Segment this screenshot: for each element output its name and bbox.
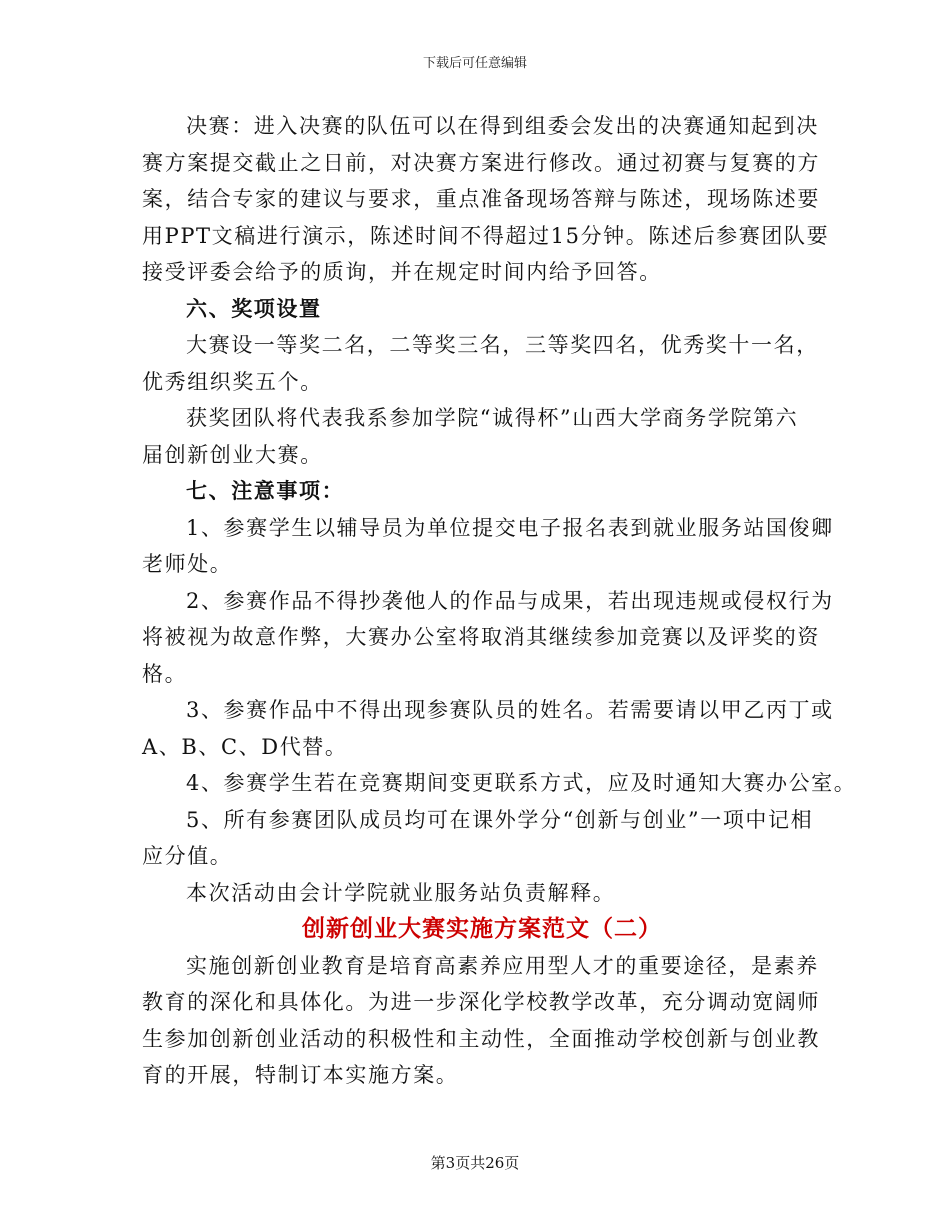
paragraph-line: 案，结合专家的建议与要求，重点准备现场答辩与陈述，现场陈述要: [142, 187, 820, 211]
paragraph-line: 赛方案提交截止之日前，对决赛方案进行修改。通过初赛与复赛的方: [142, 150, 820, 175]
list-item: 2、参赛作品不得抄袭他人的作品与成果，若出现违规或侵权行为: [186, 588, 834, 613]
list-item: 5、所有参赛团队成员均可在课外学分“创新与创业”一项中记相: [186, 807, 814, 832]
paragraph-line: 应分值。: [142, 844, 233, 868]
paragraph-line: 大赛设一等奖二名，二等奖三名，三等奖四名，优秀奖十一名，: [186, 333, 819, 357]
paragraph-line: 实施创新创业教育是培育高素养应用型人才的重要途径，是素养: [186, 953, 819, 978]
paragraph-line: 用PPT文稿进行演示，陈述时间不得超过15分钟。陈述后参赛团队要: [142, 223, 830, 248]
page-footer: 第3页共26页: [430, 1154, 520, 1172]
paragraph-line: 接受评委会给予的质询，并在规定时间内给予回答。: [142, 260, 662, 284]
paragraph-line: 获奖团队将代表我系参加学院“诚得杯”山西大学商务学院第六: [186, 406, 799, 430]
paragraph-line: 决赛：进入决赛的队伍可以在得到组委会发出的决赛通知起到决: [186, 114, 819, 138]
paragraph-line: 优秀组织奖五个。: [142, 369, 323, 394]
paragraph-line: 届创新创业大赛。: [142, 442, 323, 467]
paragraph-line: 教育的深化和具体化。为进一步深化学校教学改革，充分调动宽阔师: [142, 990, 820, 1014]
paragraph-line: A、B、C、D代替。: [142, 734, 348, 759]
paragraph-line: 本次活动由会计学院就业服务站负责解释。: [186, 880, 616, 905]
document-body: [142, 108, 857, 1094]
section-heading-awards: 六、奖项设置: [186, 295, 322, 321]
section-heading-notes: 七、注意事项：: [186, 478, 345, 503]
paragraph-line: 将被视为故意作弊，大赛办公室将取消其继续参加竞赛以及评奖的资: [142, 625, 820, 649]
list-item: 3、参赛作品中不得出现参赛队员的姓名。若需要请以甲乙丙丁或: [186, 698, 834, 722]
paragraph-line: 格。: [142, 661, 188, 686]
list-item: 1、参赛学生以辅导员为单位提交电子报名表到就业服务站国俊卿: [186, 515, 834, 540]
paragraph-line: 生参加创新创业活动的积极性和主动性，全面推动学校创新与创业教: [142, 1026, 820, 1051]
page-header-note: 下载后可任意编辑: [422, 56, 527, 71]
paragraph-line: 育的开展，特制订本实施方案。: [142, 1063, 459, 1087]
section-title-red: 创新创业大赛实施方案范文（二）: [302, 915, 662, 942]
list-item: 4、参赛学生若在竞赛期间变更联系方式，应及时通知大赛办公室。: [186, 771, 857, 795]
paragraph-line: 老师处。: [142, 552, 233, 576]
